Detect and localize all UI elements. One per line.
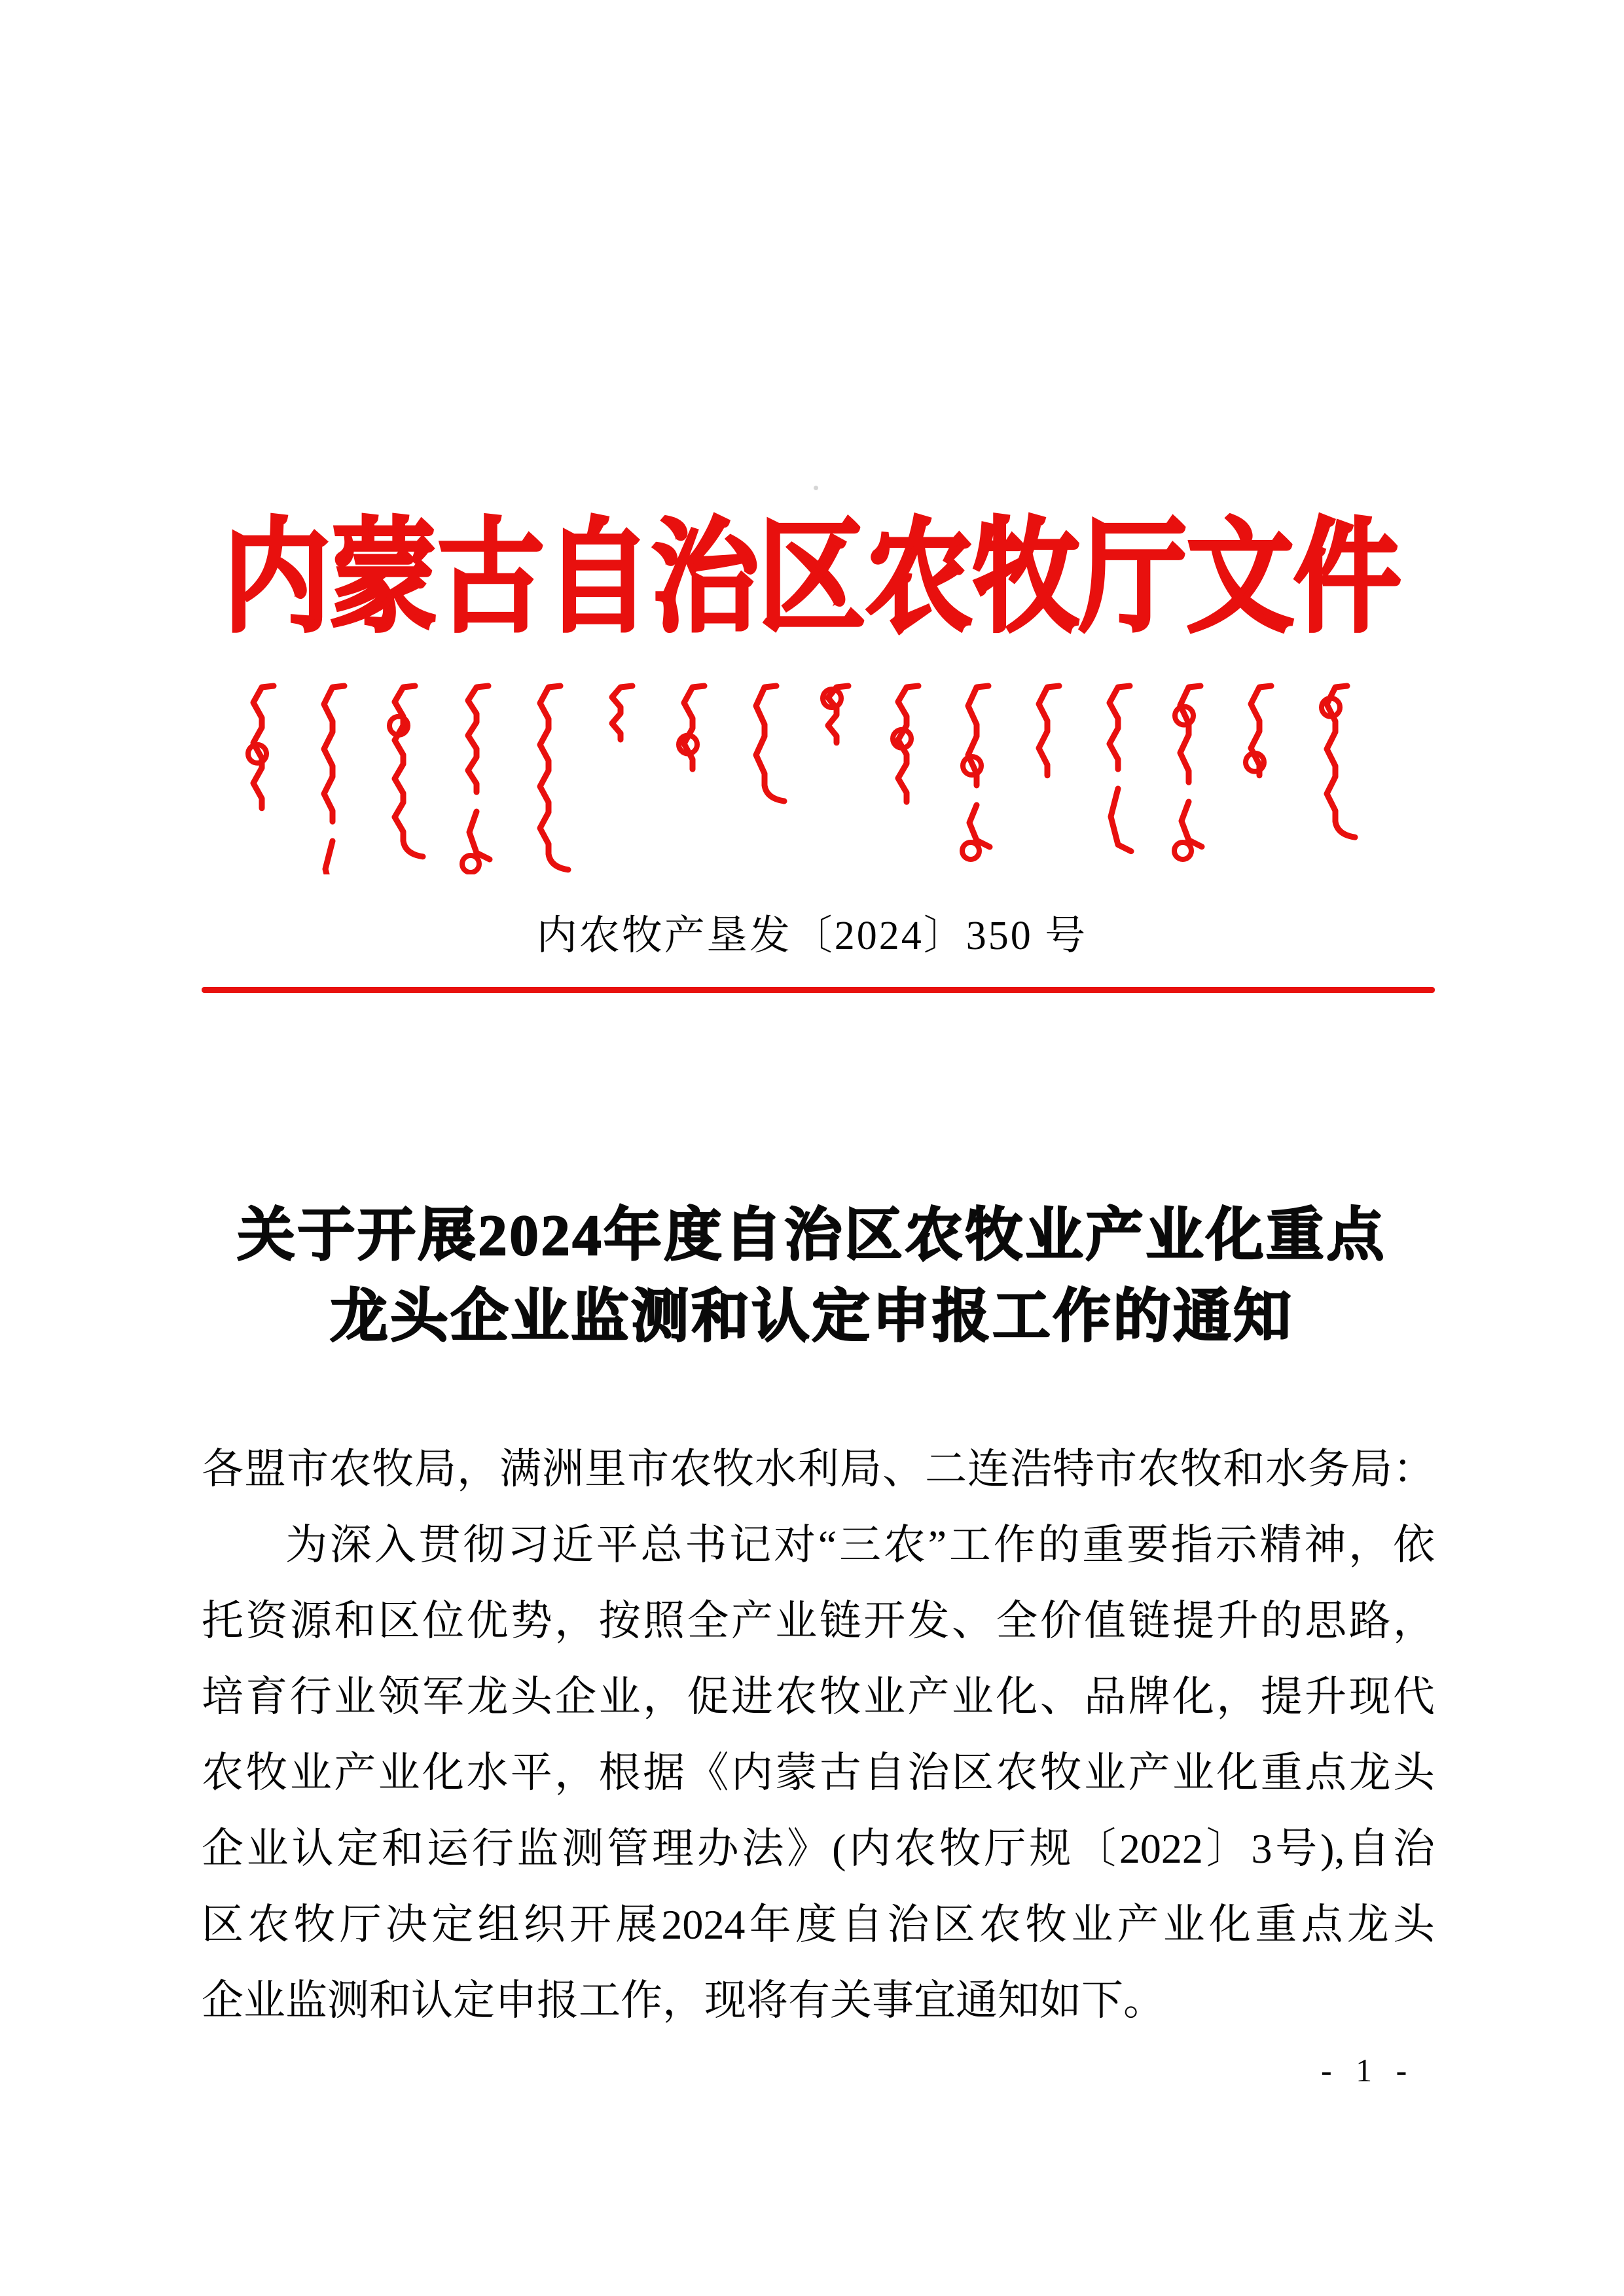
body-line: 企业认定和运行监测管理办法》(内农牧厅规〔2022〕3号),自治 [202, 1825, 1435, 1872]
red-divider-line [202, 987, 1435, 993]
document-title-line2: 龙头企业监测和认定申报工作的通知 [330, 1285, 1294, 1349]
document-body [202, 1431, 1435, 2039]
body-line: 农牧业产业化水平，根据《内蒙古自治区农牧业产业化重点龙头 [202, 1749, 1435, 1796]
page-number: - 1 - [1321, 2052, 1415, 2089]
body-line: 企业监测和认定申报工作，现将有关事宜通知如下。 [202, 1977, 1165, 2024]
masthead-title: 内蒙古自治区农牧厅文件 [223, 510, 1401, 647]
body-line: 为深入贯彻习近平总书记对“三农”工作的重要指示精神，依 [285, 1522, 1435, 1568]
body-line: 各盟市农牧局，满洲里市农牧水利局、二连浩特市农牧和水务局： [202, 1446, 1435, 1492]
body-line: 区农牧厅决定组织开展2024年度自治区农牧业产业化重点龙头 [202, 1901, 1435, 1948]
body-line: 托资源和区位优势，按照全产业链开发、全价值链提升的思路， [202, 1598, 1435, 1644]
document-number: 内农牧产垦发〔2024〕350 号 [536, 914, 1088, 958]
scan-speck [814, 486, 818, 490]
body-line: 培育行业领军龙头企业，促进农牧业产业化、品牌化，提升现代 [202, 1674, 1435, 1720]
mongolian-script-band [0, 678, 1624, 874]
document-title-line1: 关于开展2024年度自治区农牧业产业化重点 [237, 1204, 1387, 1268]
document-title [0, 1196, 1624, 1358]
